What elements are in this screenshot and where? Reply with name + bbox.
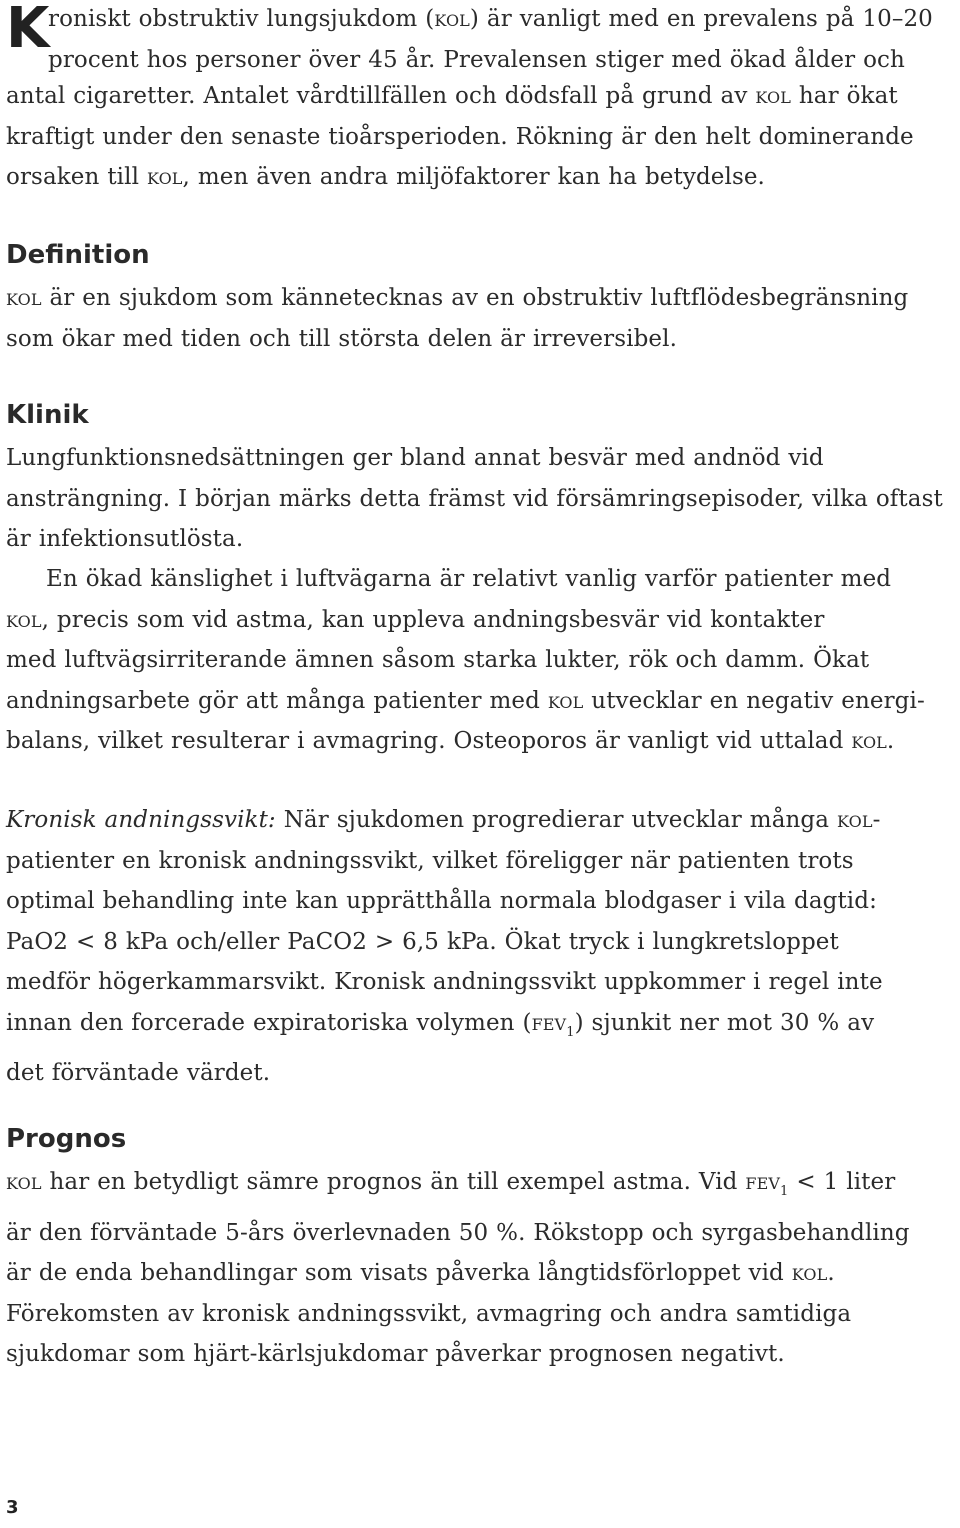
svikt-line: optimal behandling inte kan upprätthålla normala blodgaser i vila dagtid: bbox=[6, 888, 877, 914]
definition-paragraph bbox=[6, 278, 908, 359]
small-caps-abbr: kol bbox=[791, 1260, 828, 1286]
heading-klinik: Klinik bbox=[6, 400, 89, 430]
svikt-line bbox=[6, 1003, 883, 1054]
prognos-line: sjukdomar som hjärt-kärlsjukdomar påverkar prognosen negativt. bbox=[6, 1341, 785, 1367]
intro-line: kraftigt under den senaste tioårsperioden. Rökning är den helt dominerande bbox=[6, 123, 914, 150]
small-caps-abbr: fev bbox=[745, 1169, 781, 1195]
small-caps-abbr: kol bbox=[146, 164, 183, 190]
klinik-line: kol, precis som vid astma, kan uppleva andningsbesvär vid kontakter bbox=[6, 606, 825, 633]
small-caps-abbr: kol bbox=[755, 83, 791, 109]
prognos-line-part: < 1 liter bbox=[788, 1169, 896, 1195]
intro-line: orsaken till kol, men även andra miljöfaktorer kan ha betydelse. bbox=[6, 164, 765, 190]
small-caps-abbr: kol bbox=[547, 687, 584, 714]
svikt-line: patienter en kronisk andningssvikt, vilket föreligger när patienten trots bbox=[6, 847, 854, 874]
intro-line: roniskt obstruktiv lungsjukdom (kol) är vanligt med en prevalens på 10–20 bbox=[48, 6, 933, 32]
definition-line: kol är en sjukdom som kännetecknas av en obstruktiv luftflödesbegränsning bbox=[6, 285, 909, 311]
svikt-line: PaO2 < 8 kPa och/eller PaCO2 > 6,5 kPa. Ökat tryck i lungkretsloppet bbox=[6, 928, 839, 955]
heading-prognos: Prognos bbox=[6, 1124, 127, 1154]
intro-line: procent hos personer över 45 år. Prevalensen stiger med ökad ålder och bbox=[48, 46, 905, 73]
klinik-line: ansträngning. I början märks detta främst vid försämringsepisoder, vilka oftast bbox=[6, 485, 943, 512]
prognos-line: är de enda behandlingar som visats påverka långtidsförloppet vid kol. bbox=[6, 1260, 835, 1286]
small-caps-abbr: kol bbox=[434, 6, 470, 32]
klinik-line: balans, vilket resulterar i avmagring. Osteoporos är vanligt vid uttalad kol. bbox=[6, 728, 895, 754]
svikt-line-part: ) sjunkit ner mot 30 % av bbox=[574, 1009, 875, 1036]
prognos-line-part: kol har en betydligt sämre prognos än till exempel astma. Vid fev bbox=[6, 1169, 781, 1195]
klinik-paragraph-1 bbox=[6, 438, 943, 560]
klinik-line: andningsarbete gör att många patienter med kol utvecklar en negativ energi- bbox=[6, 687, 925, 714]
subscript: 1 bbox=[566, 1024, 575, 1040]
intro-paragraph-cont bbox=[6, 76, 914, 198]
svikt-label: Kronisk andningssvikt: bbox=[6, 807, 276, 833]
definition-line: som ökar med tiden och till största delen är irreversibel. bbox=[6, 325, 677, 352]
klinik-paragraph-2 bbox=[6, 559, 925, 762]
small-caps-abbr: kol bbox=[6, 1169, 42, 1195]
intro-paragraph bbox=[6, 0, 960, 80]
prognos-line: är den förväntade 5-års överlevnaden 50 %. Rökstopp och syrgasbehandling bbox=[6, 1219, 910, 1246]
intro-line: antal cigaretter. Antalet vårdtillfällen och dödsfall på grund av kol har ökat bbox=[6, 83, 898, 109]
klinik-line: En ökad känslighet i luftvägarna är relativt vanlig varför patienter med bbox=[46, 566, 892, 592]
heading-definition: Definition bbox=[6, 240, 150, 270]
small-caps-abbr: kol bbox=[836, 807, 873, 833]
svikt-line-rest: När sjukdomen progredierar utvecklar många kol- bbox=[275, 807, 881, 833]
prognos-paragraph bbox=[6, 1162, 910, 1375]
klinik-line: med luftvägsirriterande ämnen såsom starka lukter, rök och damm. Ökat bbox=[6, 647, 870, 673]
klinik-line: är infektionsutlösta. bbox=[6, 526, 244, 552]
small-caps-abbr: kol bbox=[6, 285, 42, 311]
svikt-line bbox=[6, 800, 883, 841]
svikt-paragraph bbox=[6, 800, 883, 1094]
svikt-line: medför högerkammarsvikt. Kronisk andningssvikt uppkommer i regel inte bbox=[6, 969, 883, 995]
small-caps-abbr: kol bbox=[851, 728, 887, 754]
subscript: 1 bbox=[780, 1184, 789, 1199]
svikt-line-part: innan den forcerade expiratoriska volymen (fev bbox=[6, 1009, 567, 1036]
small-caps-abbr: kol bbox=[6, 606, 42, 633]
klinik-line: Lungfunktionsnedsättningen ger bland annat besvär med andnöd vid bbox=[6, 445, 824, 471]
small-caps-abbr: fev bbox=[531, 1009, 567, 1036]
prognos-line: Förekomsten av kronisk andningssvikt, avmagring och andra samtidiga bbox=[6, 1300, 852, 1327]
svikt-line: det förväntade värdet. bbox=[6, 1060, 271, 1086]
page-number: 3 bbox=[6, 1497, 19, 1518]
drop-cap: K bbox=[6, 0, 50, 61]
prognos-line bbox=[6, 1162, 910, 1213]
